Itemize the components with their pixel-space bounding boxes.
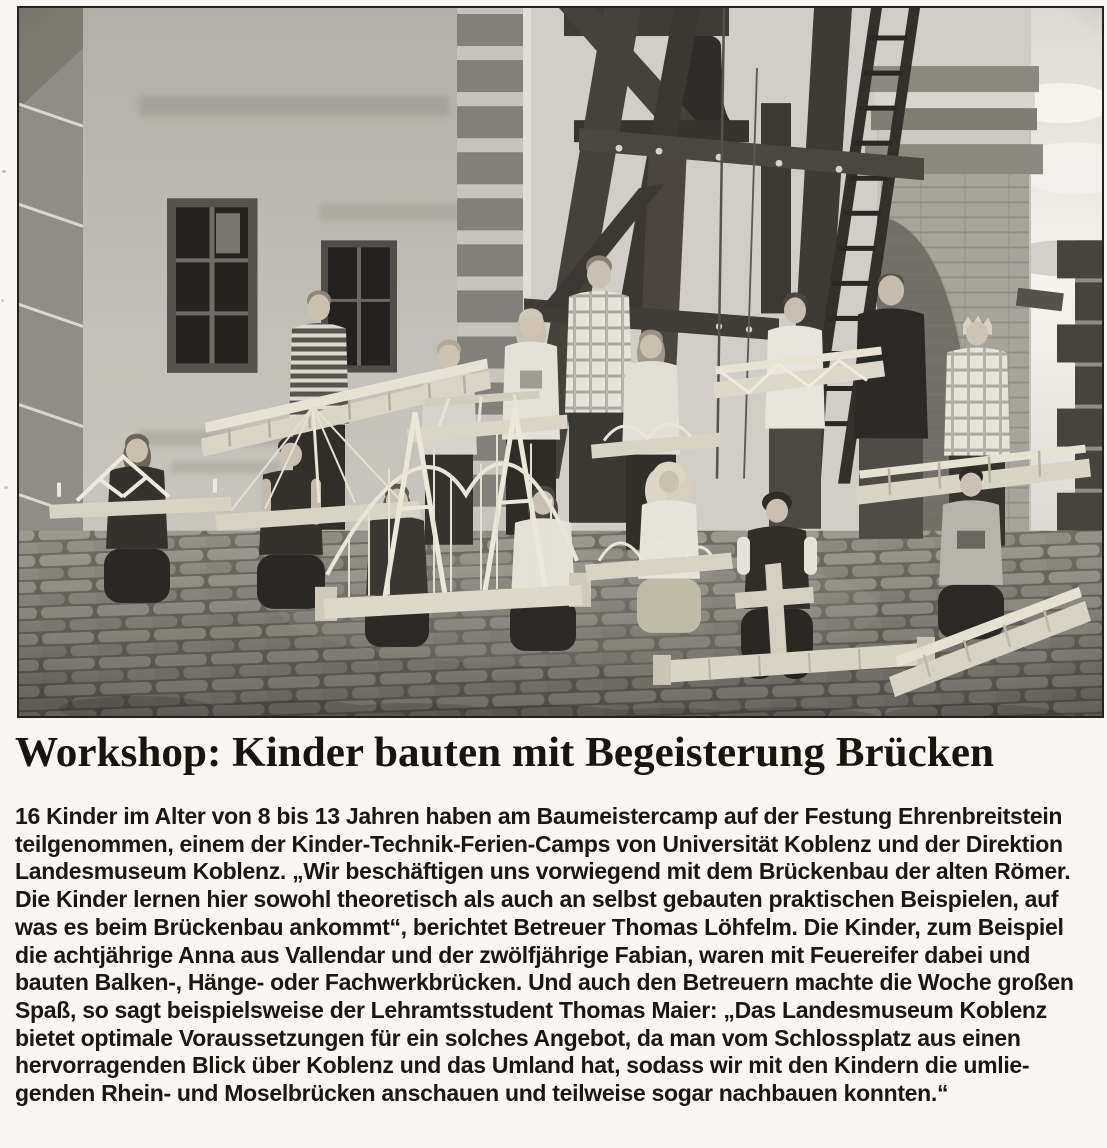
photo-vignette <box>19 8 1102 716</box>
body-line: bauten Balken-, Hänge- oder Fachwerkbrücken. Und auch den Betreuern machte die Woche großen <box>15 969 1074 996</box>
body-line: Landesmuseum Koblenz. „Wir beschäftigen uns vorwiegend mit dem Brückenbau der alten Römer. <box>15 858 1071 885</box>
article-photo <box>17 6 1104 718</box>
body-line: was es beim Brückenbau ankommt“, berichtet Betreuer Thomas Löhfelm. Die Kinder, zum Beispiel <box>15 913 1064 940</box>
scan-speck <box>2 170 6 173</box>
article-headline: Workshop: Kinder bauten mit Begeisterung Brücken <box>15 730 994 776</box>
body-line: Die Kinder lernen hier sowohl theoretisch als auch an selbst gebauten praktischen Beispielen, auf <box>15 886 1059 913</box>
article-body <box>15 803 1090 1108</box>
photo-scene <box>19 8 1102 716</box>
body-line: genden Rhein- und Moselbrücken anschauen und teilweise sogar nachbauen konnten.“ <box>15 1080 949 1107</box>
body-line: 16 Kinder im Alter von 8 bis 13 Jahren haben am Baumeistercamp auf der Festung Ehrenbreitstein <box>15 803 1063 829</box>
scan-speck <box>4 486 8 489</box>
body-line: teilgenommen, einem der Kinder-Technik-Ferien-Camps von Universität Koblenz und der Direktion <box>15 830 1063 857</box>
scan-speck <box>1 299 4 302</box>
body-line: die achtjährige Anna aus Vallendar und der zwölfjährige Fabian, waren mit Feuereifer dabei und <box>15 941 1031 968</box>
body-line: Spaß, so sagt beispielsweise der Lehramtsstudent Thomas Maier: „Das Landesmuseum Koblenz <box>15 996 1047 1023</box>
body-line: hervorragenden Blick über Koblenz und das Umland hat, sodass wir mit den Kindern die umlie- <box>15 1052 1030 1079</box>
body-line: bietet optimale Voraussetzungen für ein solches Angebot, da man vom Schlossplatz aus einen <box>15 1024 1021 1051</box>
